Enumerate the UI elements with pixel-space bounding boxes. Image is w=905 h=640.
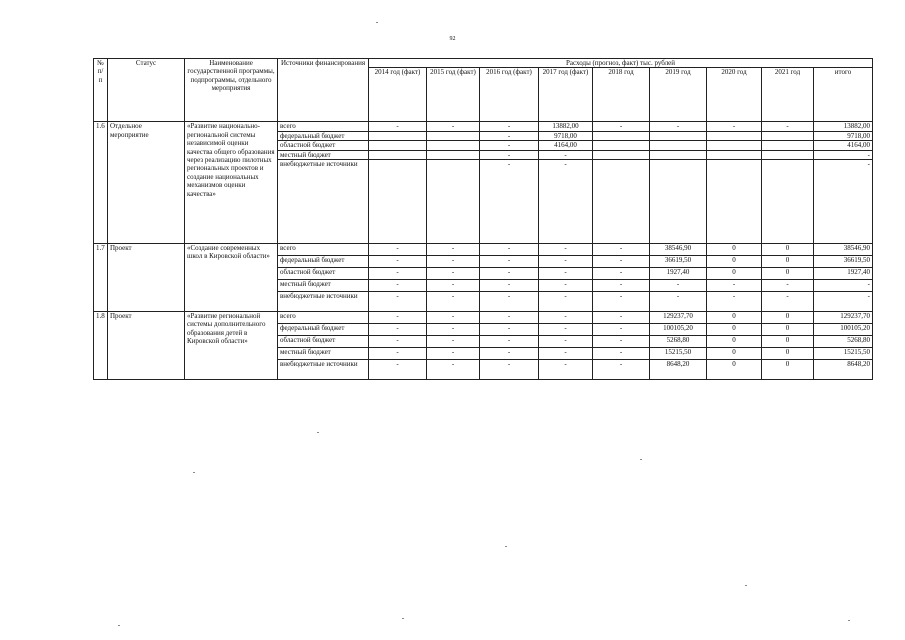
value-cell: 13882,00: [539, 122, 593, 131]
value-cell: [427, 141, 480, 150]
funding-source: федеральный бюджет: [278, 323, 369, 335]
value-cell: 15215,50: [814, 347, 873, 359]
header-source: Источники финансирования: [278, 59, 369, 122]
value-cell: 0: [762, 347, 814, 359]
budget-table: [93, 58, 873, 380]
header-year: 2014 год (факт): [369, 68, 427, 122]
value-cell: -: [369, 243, 427, 255]
value-cell: -: [539, 267, 593, 279]
value-cell: [427, 150, 480, 159]
value-cell: -: [427, 291, 480, 311]
header-year: 2019 год: [650, 68, 707, 122]
value-cell: 5268,80: [650, 335, 707, 347]
value-cell: -: [480, 255, 539, 267]
value-cell: -: [650, 122, 707, 131]
value-cell: 0: [762, 323, 814, 335]
value-cell: -: [480, 243, 539, 255]
scan-speck: [402, 618, 404, 619]
value-cell: -: [369, 347, 427, 359]
header-year: 2021 год: [762, 68, 814, 122]
value-cell: -: [539, 255, 593, 267]
row-status: Отдельное мероприятие: [108, 122, 185, 244]
value-cell: -: [369, 311, 427, 323]
header-year: 2020 год: [707, 68, 762, 122]
value-cell: -: [427, 122, 480, 131]
value-cell: -: [480, 335, 539, 347]
value-cell: -: [427, 323, 480, 335]
value-cell: -: [593, 279, 650, 291]
value-cell: -: [593, 122, 650, 131]
value-cell: -: [593, 347, 650, 359]
funding-source: местный бюджет: [278, 279, 369, 291]
value-cell: [762, 159, 814, 243]
value-cell: 0: [707, 267, 762, 279]
value-cell: 1927,40: [814, 267, 873, 279]
table-row: [94, 243, 873, 255]
row-name: «Создание современных школ в Кировской области»: [185, 243, 278, 311]
value-cell: [593, 159, 650, 243]
value-cell: -: [480, 359, 539, 379]
funding-source: всего: [278, 311, 369, 323]
scan-speck: [317, 432, 319, 433]
funding-source: федеральный бюджет: [278, 131, 369, 140]
value-cell: 38546,90: [650, 243, 707, 255]
scan-speck: [376, 22, 378, 23]
value-cell: -: [539, 335, 593, 347]
value-cell: -: [369, 335, 427, 347]
value-cell: -: [707, 122, 762, 131]
value-cell: 100105,20: [814, 323, 873, 335]
funding-source: внебюджетные источники: [278, 359, 369, 379]
value-cell: [707, 159, 762, 243]
value-cell: -: [427, 255, 480, 267]
funding-source: местный бюджет: [278, 347, 369, 359]
value-cell: -: [369, 279, 427, 291]
value-cell: 1927,40: [650, 267, 707, 279]
value-cell: -: [539, 150, 593, 159]
value-cell: 0: [707, 359, 762, 379]
value-cell: -: [480, 279, 539, 291]
value-cell: [650, 159, 707, 243]
value-cell: -: [427, 359, 480, 379]
value-cell: -: [814, 150, 873, 159]
scan-speck: [848, 620, 850, 621]
value-cell: [762, 141, 814, 150]
value-cell: 15215,50: [650, 347, 707, 359]
value-cell: -: [539, 347, 593, 359]
value-cell: -: [480, 311, 539, 323]
value-cell: [593, 141, 650, 150]
value-cell: -: [427, 311, 480, 323]
value-cell: 5268,80: [814, 335, 873, 347]
funding-source: внебюджетные источники: [278, 291, 369, 311]
value-cell: 4164,00: [539, 141, 593, 150]
value-cell: -: [480, 122, 539, 131]
value-cell: -: [539, 291, 593, 311]
funding-source: всего: [278, 243, 369, 255]
table-row: [94, 122, 873, 131]
table-row: [94, 311, 873, 323]
value-cell: 0: [762, 359, 814, 379]
value-cell: -: [427, 279, 480, 291]
funding-source: местный бюджет: [278, 150, 369, 159]
value-cell: -: [369, 359, 427, 379]
value-cell: [762, 150, 814, 159]
value-cell: -: [369, 291, 427, 311]
value-cell: 0: [707, 323, 762, 335]
value-cell: 4164,00: [814, 141, 873, 150]
scan-speck: [745, 585, 747, 586]
value-cell: -: [427, 335, 480, 347]
header-year: 2017 год (факт): [539, 68, 593, 122]
value-cell: -: [480, 323, 539, 335]
value-cell: -: [593, 291, 650, 311]
value-cell: -: [762, 279, 814, 291]
row-num: 1.6: [94, 122, 108, 244]
row-num: 1.7: [94, 243, 108, 311]
value-cell: 38546,90: [814, 243, 873, 255]
value-cell: -: [762, 122, 814, 131]
value-cell: -: [369, 323, 427, 335]
row-name: «Развитие национально-региональной системы независимой оценки качества общего образования через реализацию пилотных региональных проектов и создание национальных механизмов оценки качества»: [185, 122, 278, 244]
value-cell: -: [427, 347, 480, 359]
value-cell: -: [593, 335, 650, 347]
value-cell: -: [650, 291, 707, 311]
header-year: итого: [814, 68, 873, 122]
funding-source: федеральный бюджет: [278, 255, 369, 267]
scan-speck: [505, 546, 507, 547]
value-cell: [650, 150, 707, 159]
value-cell: [369, 141, 427, 150]
scan-speck: [640, 459, 642, 460]
value-cell: 129237,70: [650, 311, 707, 323]
value-cell: -: [539, 159, 593, 243]
value-cell: -: [369, 122, 427, 131]
value-cell: -: [539, 359, 593, 379]
value-cell: 9718,00: [814, 131, 873, 140]
value-cell: -: [369, 267, 427, 279]
value-cell: [650, 141, 707, 150]
value-cell: 8648,20: [814, 359, 873, 379]
value-cell: -: [593, 267, 650, 279]
page-number: 92: [449, 36, 456, 42]
scan-speck: [193, 472, 195, 473]
value-cell: 0: [707, 335, 762, 347]
value-cell: -: [814, 159, 873, 243]
value-cell: -: [593, 359, 650, 379]
value-cell: -: [480, 291, 539, 311]
header-year: 2016 год (факт): [480, 68, 539, 122]
row-status: Проект: [108, 311, 185, 379]
value-cell: -: [480, 150, 539, 159]
value-cell: [369, 131, 427, 140]
value-cell: 0: [762, 243, 814, 255]
value-cell: 0: [762, 335, 814, 347]
value-cell: -: [593, 243, 650, 255]
value-cell: [427, 159, 480, 243]
value-cell: [762, 131, 814, 140]
value-cell: [650, 131, 707, 140]
value-cell: -: [480, 347, 539, 359]
value-cell: -: [480, 141, 539, 150]
value-cell: [593, 150, 650, 159]
value-cell: -: [762, 291, 814, 311]
value-cell: -: [593, 311, 650, 323]
header-year: 2018 год: [593, 68, 650, 122]
value-cell: [707, 141, 762, 150]
row-status: Проект: [108, 243, 185, 311]
value-cell: -: [539, 243, 593, 255]
value-cell: 36619,50: [650, 255, 707, 267]
value-cell: -: [814, 291, 873, 311]
value-cell: [427, 131, 480, 140]
value-cell: 0: [707, 347, 762, 359]
funding-source: внебюджетные источники: [278, 159, 369, 243]
header-status: Статус: [108, 59, 185, 122]
value-cell: -: [480, 159, 539, 243]
value-cell: 100105,20: [650, 323, 707, 335]
value-cell: -: [480, 267, 539, 279]
funding-source: областной бюджет: [278, 335, 369, 347]
funding-source: всего: [278, 122, 369, 131]
value-cell: -: [369, 255, 427, 267]
scan-speck: [118, 625, 120, 626]
value-cell: 8648,20: [650, 359, 707, 379]
value-cell: [707, 131, 762, 140]
header-year: 2015 год (факт): [427, 68, 480, 122]
value-cell: [369, 159, 427, 243]
value-cell: 13882,00: [814, 122, 873, 131]
value-cell: 0: [762, 255, 814, 267]
value-cell: [707, 150, 762, 159]
value-cell: 129237,70: [814, 311, 873, 323]
value-cell: -: [707, 279, 762, 291]
value-cell: -: [427, 243, 480, 255]
funding-source: областной бюджет: [278, 141, 369, 150]
value-cell: -: [427, 267, 480, 279]
header-expenses: Расходы (прогноз, факт) тыс. рублей: [369, 59, 873, 68]
value-cell: 0: [707, 255, 762, 267]
value-cell: 0: [707, 243, 762, 255]
value-cell: -: [707, 291, 762, 311]
header-name: Наименование государственной программы, подпрограммы, отдельного мероприятия: [185, 59, 278, 122]
value-cell: [369, 150, 427, 159]
value-cell: -: [539, 323, 593, 335]
value-cell: -: [593, 255, 650, 267]
value-cell: [593, 131, 650, 140]
value-cell: 0: [707, 311, 762, 323]
value-cell: 0: [762, 267, 814, 279]
row-name: «Развитие региональной системы дополнительного образования детей в Кировской области»: [185, 311, 278, 379]
value-cell: -: [650, 279, 707, 291]
value-cell: -: [593, 323, 650, 335]
value-cell: -: [480, 131, 539, 140]
value-cell: -: [814, 279, 873, 291]
value-cell: 36619,50: [814, 255, 873, 267]
funding-source: областной бюджет: [278, 267, 369, 279]
value-cell: 9718,00: [539, 131, 593, 140]
row-num: 1.8: [94, 311, 108, 379]
value-cell: 0: [762, 311, 814, 323]
value-cell: -: [539, 311, 593, 323]
value-cell: -: [539, 279, 593, 291]
header-num: № п/п: [94, 59, 108, 122]
